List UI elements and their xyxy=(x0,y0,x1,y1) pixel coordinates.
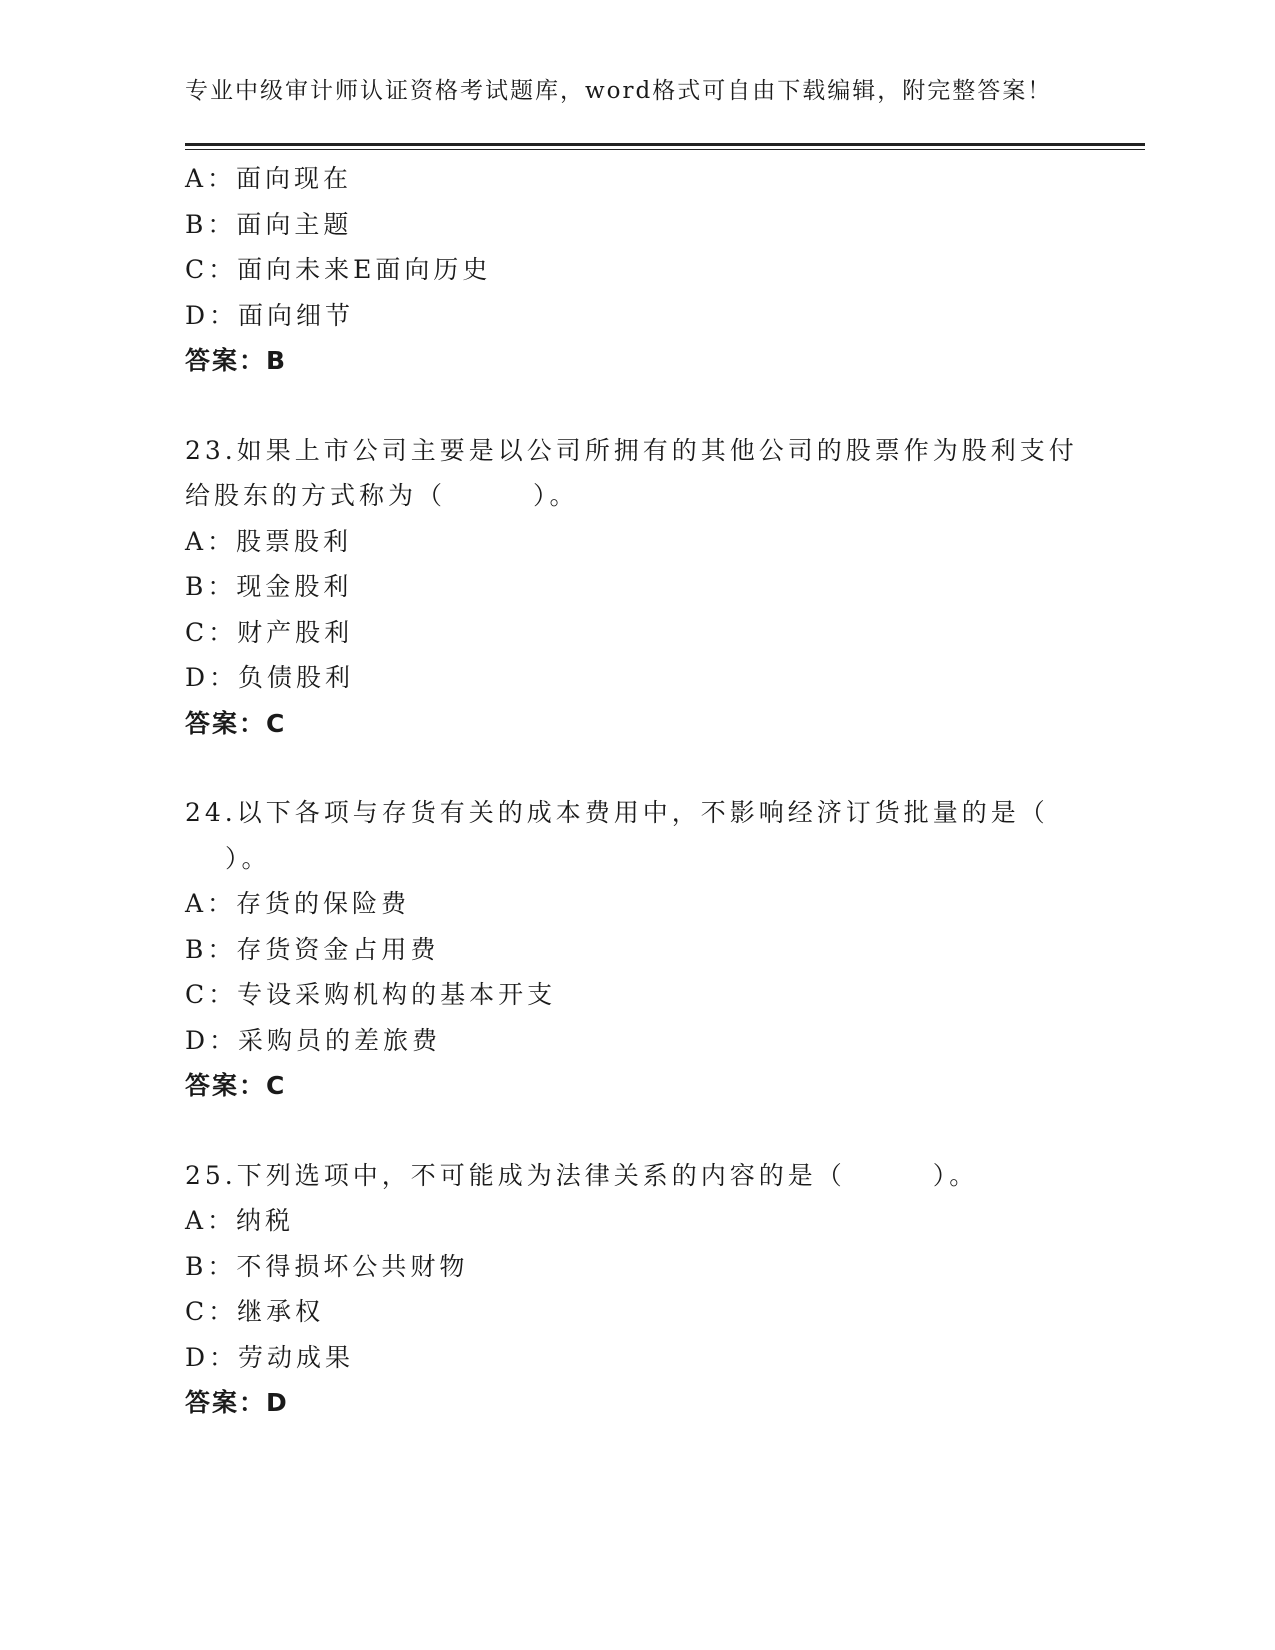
option-d: D：劳动成果 xyxy=(185,1342,355,1372)
question-25 xyxy=(185,1153,1085,1426)
option-c: C：财产股利 xyxy=(185,617,354,647)
question-list xyxy=(185,156,1085,1426)
option-a: A：股票股利 xyxy=(185,526,353,556)
header-rule-thin xyxy=(185,149,1145,150)
option-b: B：存货资金占用费 xyxy=(185,934,440,964)
header-rule-thick xyxy=(185,143,1145,146)
option-b: B：面向主题 xyxy=(185,209,353,239)
option-b: B：现金股利 xyxy=(185,572,353,601)
option-d: D：采购员的差旅费 xyxy=(185,1025,442,1055)
question-22 xyxy=(185,156,1085,384)
question-stem: 24.以下各项与存货有关的成本费用中，不影响经济订货批量的是（ xyxy=(185,798,1049,827)
option-b: B：不得损坏公共财物 xyxy=(185,1251,469,1281)
question-23 xyxy=(185,428,1085,747)
question-24 xyxy=(185,790,1085,1109)
option-c: C：继承权 xyxy=(185,1297,325,1326)
option-c: C：面向未来E面向历史 xyxy=(185,255,492,284)
option-c: C：专设采购机构的基本开支 xyxy=(185,980,557,1009)
question-stem: 23.如果上市公司主要是以公司所拥有的其他公司的股票作为股利支付 xyxy=(185,435,1078,465)
option-a: A：纳税 xyxy=(185,1206,295,1235)
answer: 答案：B xyxy=(185,346,288,375)
page-header: 专业中级审计师认证资格考试题库，word格式可自由下载编辑，附完整答案！ xyxy=(185,78,1053,104)
option-d: D：面向细节 xyxy=(185,300,355,330)
question-stem-continued: 给股东的方式称为（ ）。 xyxy=(185,481,579,510)
answer: 答案：C xyxy=(185,1071,287,1100)
option-d: D：负债股利 xyxy=(185,663,355,692)
option-a: A：存货的保险费 xyxy=(185,889,411,918)
option-a: A：面向现在 xyxy=(185,164,353,193)
question-stem: 25.下列选项中，不可能成为法律关系的内容的是（ ）。 xyxy=(185,1160,979,1190)
question-stem-continued: ）。 xyxy=(225,843,271,873)
answer: 答案：C xyxy=(185,708,287,738)
answer: 答案：D xyxy=(185,1388,289,1417)
